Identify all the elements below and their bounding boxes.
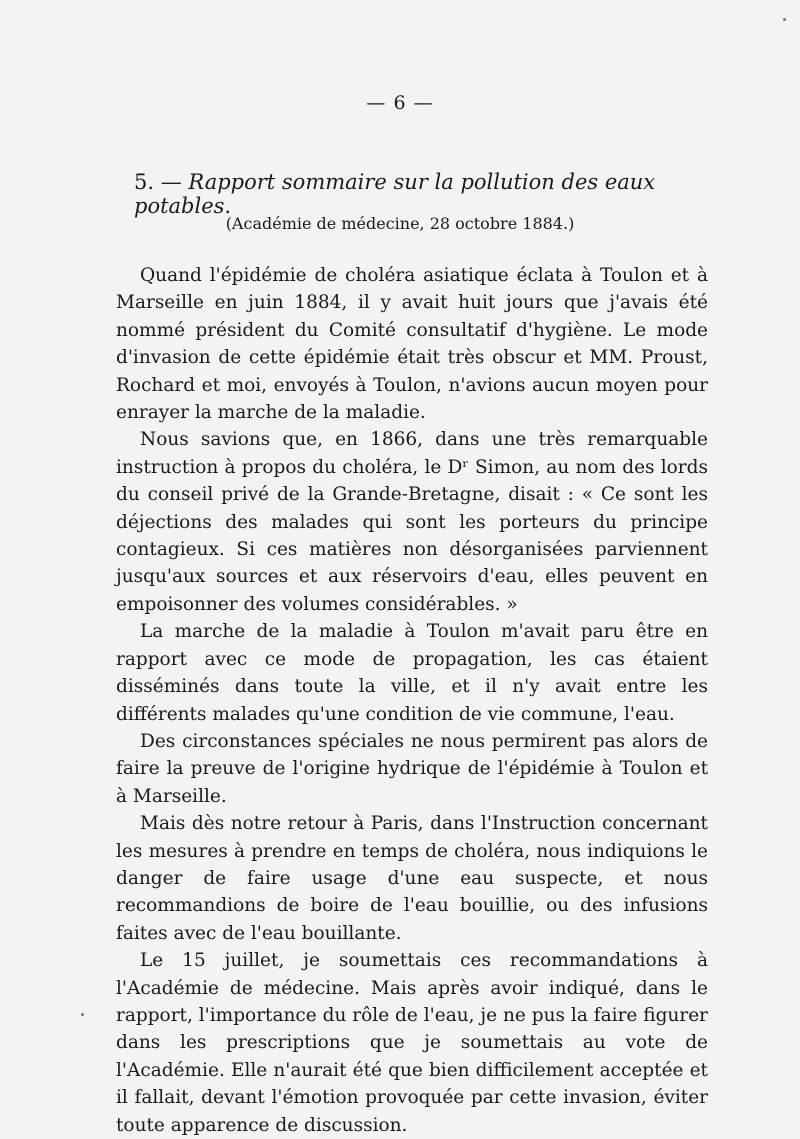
paragraph: La marche de la maladie à Toulon m'avait paru être en rapport avec ce mode de propagation, les cas étaient disséminés dans toute la ville, et il n'y avait entre les différents malades qu'une condition de vie commune, l'eau. bbox=[116, 621, 708, 725]
section-subtitle: (Académie de médecine, 28 octobre 1884.) bbox=[225, 214, 575, 233]
paragraph: Nous savions que, en 1866, dans une très remarquable instruction à propos du choléra, le Dʳ Simon, au nom des lords du conseil privé de la Grande-Bretagne, disait : « Ce sont les déjections des malades qui sont les porteurs du principe contagieux. Si ces matières non désorganisées parviennent jusqu'aux sources et aux réservoirs d'eau, elles peuvent en empoisonner des volumes considérables. » bbox=[116, 429, 708, 615]
paragraph: Des circonstances spéciales ne nous permirent pas alors de faire la preuve de l'origine hydrique de l'épidémie à Toulon et à Marseille. bbox=[116, 730, 708, 807]
section-title: Rapport sommaire sur la pollution des eaux potables. bbox=[134, 170, 656, 218]
paragraph: Mais dès notre retour à Paris, dans l'Instruction concernant les mesures à prendre en temps de choléra, nous indiquions le danger de faire usage d'une eau suspecte, et nous recommandions de boire de l'eau bouillie, ou des infusions faites avec de l'eau bouillante. bbox=[116, 813, 708, 944]
paragraph: Le 15 juillet, je soumettais ces recommandations à l'Académie de médecine. Mais après avoir indiqué, dans le rapport, l'importance du rôle de l'eau, je ne pus la faire figurer dans les prescriptions que je soumettais au vote de l'Académie. Elle n'aurait été que bien difficilement acceptée et il fallait, devant l'émotion provoquée par cette invasion, éviter toute apparence de discussion. bbox=[116, 950, 708, 1136]
section-number: 5. — bbox=[134, 170, 182, 194]
body-text bbox=[116, 262, 708, 1139]
paper-speck bbox=[81, 1013, 84, 1016]
section-heading bbox=[134, 170, 734, 218]
page-number: — 6 — bbox=[366, 92, 434, 114]
paragraph: Quand l'épidémie de choléra asiatique éclata à Toulon et à Marseille en juin 1884, il y avait huit jours que j'avais été nommé président du Comité consultatif d'hygiène. Le mode d'invasion de cette épidémie était très obscur et MM. Proust, Rochard et moi, envoyés à Toulon, n'avions aucun moyen pour enrayer la marche de la maladie. bbox=[116, 265, 708, 424]
paper-speck bbox=[783, 18, 786, 21]
